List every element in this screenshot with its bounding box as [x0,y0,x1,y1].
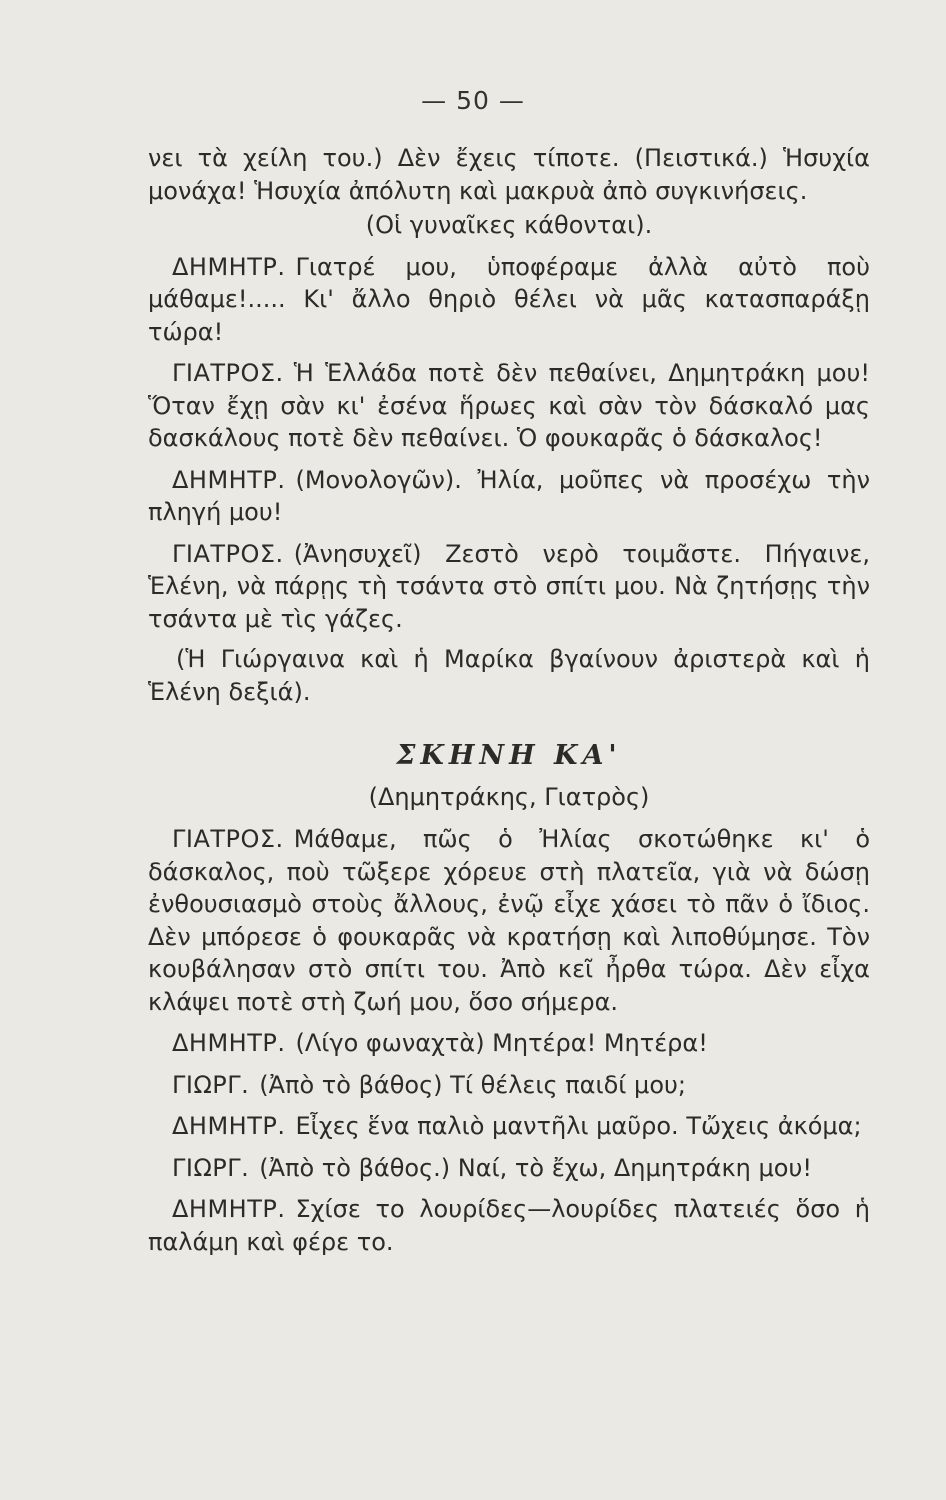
speaker-name: ΓΙΑΤΡΟΣ. [172,539,284,568]
dialogue-text: (Λίγο φωναχτὰ) Μητέρα! Μητέρα! [295,1029,708,1057]
dialogue-line [148,1069,870,1102]
dialogue-text: (Ἀπὸ τὸ βάθος) Τί θέλεις παιδί μου; [259,1070,686,1099]
page-body [148,142,870,1258]
scene-characters: (Δημητράκης, Γιατρὸς) [368,782,650,811]
dialogue-text: Εἶχες ἕνα παλιὸ μαντῆλι μαῦρο. Τὤχεις ἀκόμα; [295,1112,862,1140]
speaker-name: ΔΗΜΗΤΡ. [172,252,286,281]
dialogue-line [148,1193,870,1258]
scene-title: ΣΚΗΝΗ ΚΑ' [396,740,622,771]
dialogue-text: Σχίσε το λουρίδες—λουρίδες πλατειές ὅσο ἡ παλάμη καὶ φέρε το. [148,1195,870,1256]
dialogue-line [148,1152,870,1185]
speaker-name: ΓΙΑΤΡΟΣ. [172,359,284,387]
paragraph: νει τὰ χείλη του.) Δὲν ἔχεις τίποτε. (Πειστικά.) Ἡσυχία μονάχα! Ἡσυχία ἀπόλυτη καὶ μακρυὰ ἀπὸ συγκινήσεις. [148,144,870,205]
speaker-name: ΔΗΜΗΤΡ. [172,1112,286,1140]
speaker-name: ΔΗΜΗΤΡ. [172,1029,286,1057]
speaker-name: ΔΗΜΗΤΡ. [172,1195,286,1223]
dialogue-line [148,538,870,636]
dialogue-text: (Ἀπὸ τὸ βάθος.) Ναί, τὸ ἔχω, Δημητράκη μου! [259,1153,812,1182]
dialogue-line [148,1027,870,1060]
speaker-name: ΓΙΩΡΓ. [172,1153,250,1182]
stage-direction: (Ἡ Γιώργαινα καὶ ἡ Μαρίκα βγαίνουν ἀριστερὰ καὶ ἡ Ἑλένη δεξιά). [148,645,870,706]
speaker-name: ΔΗΜΗΤΡ. [172,465,286,494]
dialogue-text: Ἡ Ἑλλάδα ποτὲ δὲν πεθαίνει, Δημητράκη μου! Ὅταν ἔχῃ σὰν κι' ἐσένα ἥρωες καὶ σὰν τὸν δάσκαλό μας δασκάλους ποτὲ δὲν πεθαίνει. Ὁ φουκαρᾶς ὁ δάσκαλος! [148,359,870,452]
dialogue-line [148,464,870,529]
dialogue-line [148,823,870,1018]
dialogue-text: (Ἀνησυχεῖ) Ζεστὸ νερὸ τοιμᾶστε. Πήγαινε, Ἑλένη, νὰ πάρῃς τὴ τσάντα στὸ σπίτι μου. Νὰ ζητήσῃς τὴν τσάντα μὲ τὶς γάζες. [148,539,870,633]
dialogue-text: (Μονολογῶν). Ἠλία, μοῦπες νὰ προσέχω τὴν πληγή μου! [148,465,870,526]
stage-direction: (Οἱ γυναῖκες κάθονται). [365,211,653,239]
dialogue-line [148,357,870,455]
speaker-name: ΓΙΑΤΡΟΣ. [172,825,284,853]
dialogue-line [148,251,870,349]
dialogue-text: Γιατρέ μου, ὑποφέραμε ἀλλὰ αὐτὸ ποὺ μάθαμε!..... Κι' ἄλλο θηριὸ θέλει νὰ μᾶς κατασπαράξῃ τώρα! [148,252,870,346]
dialogue-line [148,1110,870,1143]
page-number: — 50 — [421,86,525,115]
dialogue-text: Μάθαμε, πῶς ὁ Ἠλίας σκοτώθηκε κι' ὁ δάσκαλος, ποὺ τῶξερε χόρευε στὴ πλατεῖα, γιὰ νὰ δώσῃ ἐνθουσιασμὸ στοὺς ἄλλους, ἐνῷ εἶχε χάσει τὸ πᾶν ὁ ἴδιος. Δὲν μπόρεσε ὁ φουκαρᾶς νὰ κρατήσῃ καὶ λιποθύμησε. Τὸν κουβάλησαν στὸ σπίτι του. Ἀπὸ κεῖ ἦρθα τώρα. Δὲν εἶχα κλάψει ποτὲ στὴ ζωή μου, ὅσο σήμερα. [148,825,870,1016]
speaker-name: ΓΙΩΡΓ. [172,1070,250,1099]
